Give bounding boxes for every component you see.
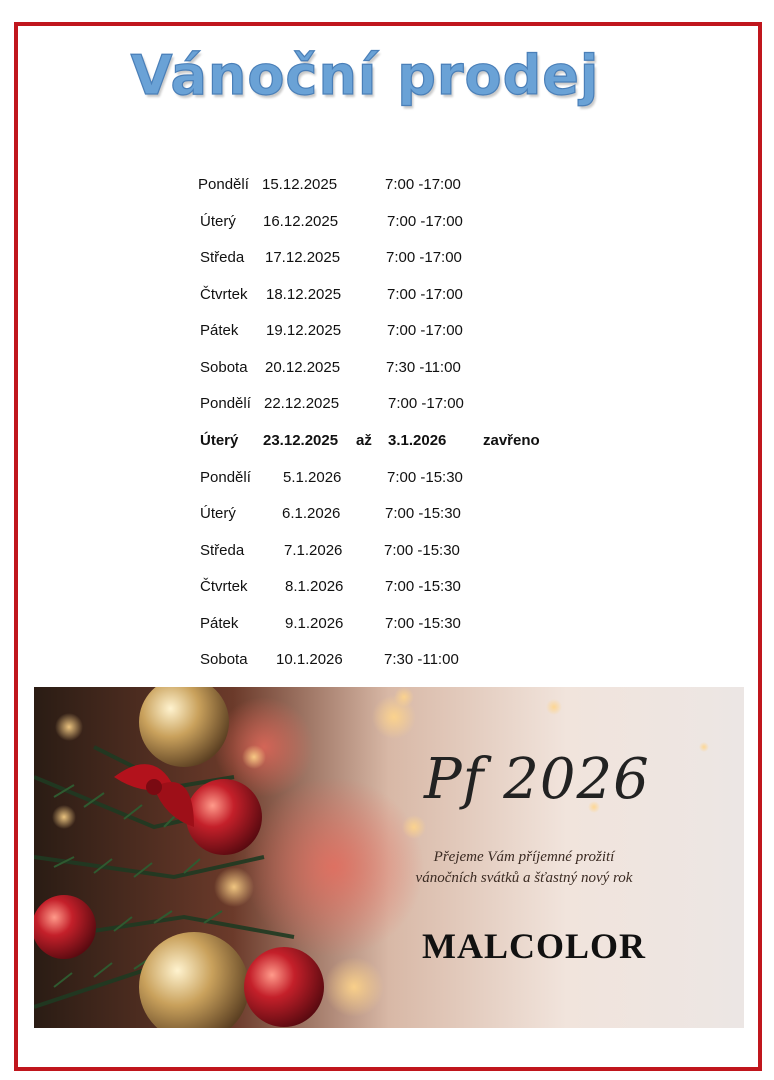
date-label: 5.1.2026 (283, 469, 342, 486)
schedule-row (0, 243, 774, 273)
hours-label: 7:00 -17:00 (388, 395, 464, 412)
day-label: Pondělí (200, 395, 251, 412)
schedule-row (0, 207, 774, 237)
hours-label: 7:30 -11:00 (384, 651, 459, 668)
wish-line: Přejeme Vám příjemné prožití (433, 849, 615, 865)
hours-label: 7:00 -17:00 (387, 322, 463, 339)
hours-label: 7:00 -17:00 (387, 286, 463, 303)
date-label: 20.12.2025 (265, 359, 341, 376)
day-label: Pondělí (200, 469, 251, 486)
hours-label: 7:00 -15:30 (384, 542, 460, 559)
date-label: 7.1.2026 (284, 542, 343, 559)
schedule-row (0, 170, 774, 200)
date-label: 10.1.2026 (276, 651, 343, 668)
schedule-row (0, 463, 774, 493)
wish-line: vánočních svátků a šťastný nový rok (415, 870, 633, 886)
schedule-row (0, 389, 774, 419)
date-label: 9.1.2026 (285, 615, 344, 632)
closed-row (0, 426, 774, 456)
hours-label: 7:00 -15:30 (387, 469, 463, 486)
hours-label: 7:00 -17:00 (386, 249, 462, 266)
date-label: 15.12.2025 (262, 176, 338, 193)
date-label: 16.12.2025 (263, 213, 339, 230)
schedule-row (0, 609, 774, 639)
pf-greeting: Pf 2026 (424, 747, 650, 812)
page-title: Vánoční prodej (130, 44, 600, 107)
day-label: Sobota (200, 359, 248, 376)
date-to-label: 3.1.2026 (388, 432, 447, 449)
day-label: Pátek (200, 615, 239, 632)
separator-label: až (356, 432, 372, 449)
date-label: 17.12.2025 (265, 249, 341, 266)
schedule-row (0, 353, 774, 383)
hours-label: 7:00 -15:30 (385, 578, 461, 595)
date-from-label: 23.12.2025 (263, 432, 339, 449)
day-label: Úterý (200, 432, 239, 449)
day-label: Čtvrtek (200, 286, 248, 303)
date-label: 19.12.2025 (266, 322, 342, 339)
christmas-banner (34, 687, 744, 1028)
day-label: Středa (200, 249, 245, 266)
schedule-row (0, 280, 774, 310)
hours-label: 7:30 -11:00 (386, 359, 461, 376)
brand-name: MALCOLOR (422, 926, 646, 966)
hours-label: 7:00 -17:00 (385, 176, 461, 193)
day-label: Pátek (200, 322, 239, 339)
day-label: Středa (200, 542, 245, 559)
day-label: Sobota (200, 651, 248, 668)
closed-status: zavřeno (483, 432, 540, 449)
hours-label: 7:00 -15:30 (385, 505, 461, 522)
day-label: Čtvrtek (200, 578, 248, 595)
schedule-row (0, 572, 774, 602)
day-label: Úterý (200, 213, 236, 230)
date-label: 8.1.2026 (285, 578, 344, 595)
schedule-row (0, 499, 774, 529)
date-label: 6.1.2026 (282, 505, 341, 522)
hours-label: 7:00 -15:30 (385, 615, 461, 632)
day-label: Úterý (200, 505, 236, 522)
date-label: 22.12.2025 (264, 395, 340, 412)
schedule-row (0, 645, 774, 675)
date-label: 18.12.2025 (266, 286, 342, 303)
wish-text (394, 847, 654, 889)
schedule-row (0, 316, 774, 346)
day-label: Pondělí (198, 176, 249, 193)
hours-label: 7:00 -17:00 (387, 213, 463, 230)
schedule-row (0, 536, 774, 566)
